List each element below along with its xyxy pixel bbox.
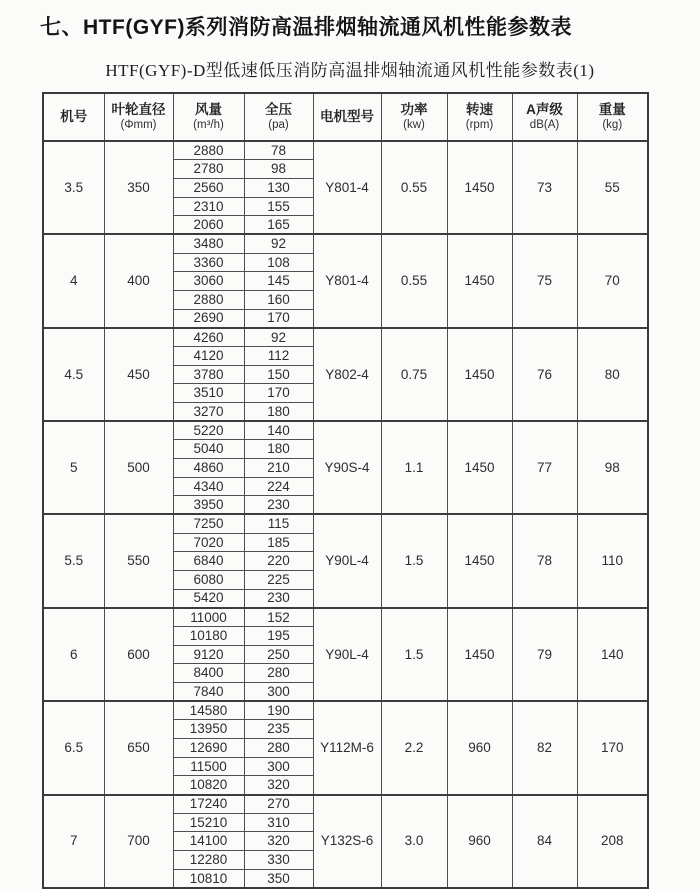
cell-total-pressure: 160 (244, 290, 313, 309)
cell-motor-model: Y112M-6 (313, 701, 381, 794)
cell-airflow: 13950 (173, 720, 244, 739)
cell-speed: 1450 (447, 608, 512, 701)
cell-airflow: 6840 (173, 552, 244, 571)
cell-weight: 208 (577, 795, 648, 888)
cell-total-pressure: 170 (244, 384, 313, 403)
table-row (43, 141, 648, 160)
cell-impeller-diameter: 650 (104, 701, 173, 794)
cell-total-pressure: 230 (244, 496, 313, 515)
cell-motor-model: Y132S-6 (313, 795, 381, 888)
column-header-label: 转速 (466, 102, 493, 118)
cell-airflow: 3060 (173, 272, 244, 291)
cell-motor-model: Y801-4 (313, 234, 381, 327)
cell-airflow: 3480 (173, 234, 244, 253)
cell-impeller-diameter: 700 (104, 795, 173, 888)
column-header-label: 机号 (60, 109, 88, 125)
cell-total-pressure: 235 (244, 720, 313, 739)
cell-fan-model: 7 (43, 795, 104, 888)
cell-total-pressure: 320 (244, 832, 313, 851)
cell-total-pressure: 270 (244, 795, 313, 814)
table-row (43, 328, 648, 347)
cell-total-pressure: 140 (244, 421, 313, 440)
performance-table (42, 92, 649, 889)
cell-total-pressure: 225 (244, 570, 313, 589)
cell-power: 1.1 (381, 421, 447, 514)
cell-power: 2.2 (381, 701, 447, 794)
cell-airflow: 2880 (173, 290, 244, 309)
cell-airflow: 3780 (173, 365, 244, 384)
cell-airflow: 14580 (173, 701, 244, 720)
cell-total-pressure: 300 (244, 757, 313, 776)
cell-total-pressure: 310 (244, 813, 313, 832)
table-header (43, 93, 648, 141)
cell-airflow: 3360 (173, 253, 244, 272)
column-header-unit: (kw) (403, 118, 425, 131)
column-header-label: 叶轮直径 (111, 102, 166, 118)
column-header-total-pressure (244, 93, 313, 141)
cell-total-pressure: 115 (244, 514, 313, 533)
table-row (43, 795, 648, 814)
cell-total-pressure: 180 (244, 440, 313, 459)
column-header-unit: (Φmm) (120, 118, 157, 131)
cell-total-pressure: 185 (244, 533, 313, 552)
column-header-weight (577, 93, 648, 141)
cell-airflow: 4860 (173, 458, 244, 477)
cell-airflow: 2690 (173, 309, 244, 328)
cell-total-pressure: 230 (244, 589, 313, 608)
cell-fan-model: 3.5 (43, 141, 104, 234)
cell-noise-level: 78 (512, 514, 577, 607)
cell-noise-level: 79 (512, 608, 577, 701)
table-row (43, 514, 648, 533)
column-header-motor-model (313, 93, 381, 141)
table-row (43, 234, 648, 253)
cell-total-pressure: 180 (244, 402, 313, 421)
cell-total-pressure: 145 (244, 272, 313, 291)
cell-impeller-diameter: 450 (104, 328, 173, 421)
cell-total-pressure: 250 (244, 645, 313, 664)
cell-airflow: 7840 (173, 682, 244, 701)
cell-total-pressure: 195 (244, 626, 313, 645)
table-row (43, 701, 648, 720)
cell-airflow: 2880 (173, 141, 244, 160)
cell-weight: 110 (577, 514, 648, 607)
cell-motor-model: Y802-4 (313, 328, 381, 421)
cell-noise-level: 75 (512, 234, 577, 327)
cell-airflow: 4260 (173, 328, 244, 347)
cell-motor-model: Y90L-4 (313, 514, 381, 607)
column-header-impeller-diameter (104, 93, 173, 141)
cell-motor-model: Y90S-4 (313, 421, 381, 514)
cell-total-pressure: 350 (244, 869, 313, 888)
column-header-unit: (pa) (268, 118, 289, 131)
cell-fan-model: 6.5 (43, 701, 104, 794)
cell-total-pressure: 300 (244, 682, 313, 701)
cell-weight: 170 (577, 701, 648, 794)
cell-weight: 70 (577, 234, 648, 327)
column-header-unit: dB(A) (529, 118, 560, 131)
cell-airflow: 12280 (173, 851, 244, 870)
cell-airflow: 7250 (173, 514, 244, 533)
cell-total-pressure: 112 (244, 346, 313, 365)
cell-weight: 55 (577, 141, 648, 234)
cell-airflow: 7020 (173, 533, 244, 552)
column-header-label: 电机型号 (320, 109, 374, 125)
cell-airflow: 12690 (173, 739, 244, 758)
cell-total-pressure: 98 (244, 160, 313, 179)
cell-power: 0.55 (381, 234, 447, 327)
cell-total-pressure: 170 (244, 309, 313, 328)
column-header-airflow (173, 93, 244, 141)
cell-total-pressure: 92 (244, 328, 313, 347)
column-header-power (381, 93, 447, 141)
cell-weight: 140 (577, 608, 648, 701)
cell-total-pressure: 224 (244, 477, 313, 496)
cell-speed: 960 (447, 701, 512, 794)
cell-speed: 960 (447, 795, 512, 888)
cell-airflow: 2310 (173, 197, 244, 216)
cell-speed: 1450 (447, 141, 512, 234)
header-row (43, 93, 648, 141)
table-row (43, 421, 648, 440)
cell-airflow: 4120 (173, 346, 244, 365)
cell-fan-model: 6 (43, 608, 104, 701)
cell-airflow: 3950 (173, 496, 244, 515)
table-body (43, 141, 648, 888)
cell-total-pressure: 155 (244, 197, 313, 216)
column-header-speed (447, 93, 512, 141)
cell-total-pressure: 210 (244, 458, 313, 477)
cell-total-pressure: 330 (244, 851, 313, 870)
column-header-fan-model (43, 93, 104, 141)
cell-noise-level: 73 (512, 141, 577, 234)
cell-total-pressure: 280 (244, 664, 313, 683)
cell-speed: 1450 (447, 234, 512, 327)
cell-motor-model: Y90L-4 (313, 608, 381, 701)
cell-airflow: 6080 (173, 570, 244, 589)
cell-airflow: 11000 (173, 608, 244, 627)
cell-impeller-diameter: 400 (104, 234, 173, 327)
cell-power: 3.0 (381, 795, 447, 888)
cell-total-pressure: 78 (244, 141, 313, 160)
cell-speed: 1450 (447, 514, 512, 607)
column-header-label: A声级 (526, 102, 563, 118)
cell-airflow: 2060 (173, 216, 244, 235)
page-title: 七、HTF(GYF)系列消防高温排烟轴流通风机性能参数表 (40, 16, 572, 39)
cell-total-pressure: 320 (244, 776, 313, 795)
cell-power: 0.75 (381, 328, 447, 421)
cell-airflow: 2560 (173, 178, 244, 197)
cell-airflow: 15210 (173, 813, 244, 832)
cell-total-pressure: 280 (244, 739, 313, 758)
cell-fan-model: 4 (43, 234, 104, 327)
cell-fan-model: 5.5 (43, 514, 104, 607)
cell-noise-level: 82 (512, 701, 577, 794)
table-subtitle: HTF(GYF)-D型低速低压消防高温排烟轴流通风机性能参数表(1) (105, 61, 595, 80)
cell-weight: 98 (577, 421, 648, 514)
cell-airflow: 10820 (173, 776, 244, 795)
cell-total-pressure: 165 (244, 216, 313, 235)
cell-airflow: 5040 (173, 440, 244, 459)
cell-airflow: 10810 (173, 869, 244, 888)
cell-airflow: 4340 (173, 477, 244, 496)
cell-total-pressure: 150 (244, 365, 313, 384)
cell-airflow: 8400 (173, 664, 244, 683)
cell-airflow: 2780 (173, 160, 244, 179)
cell-speed: 1450 (447, 421, 512, 514)
cell-total-pressure: 152 (244, 608, 313, 627)
cell-noise-level: 76 (512, 328, 577, 421)
cell-fan-model: 4.5 (43, 328, 104, 421)
cell-total-pressure: 130 (244, 178, 313, 197)
cell-airflow: 11500 (173, 757, 244, 776)
cell-airflow: 10180 (173, 626, 244, 645)
cell-total-pressure: 108 (244, 253, 313, 272)
cell-speed: 1450 (447, 328, 512, 421)
column-header-unit: (kg) (602, 118, 623, 131)
column-header-noise-level (512, 93, 577, 141)
column-header-label: 功率 (400, 102, 428, 118)
cell-airflow: 5420 (173, 589, 244, 608)
cell-airflow: 3270 (173, 402, 244, 421)
column-header-label: 全压 (265, 102, 292, 118)
cell-total-pressure: 92 (244, 234, 313, 253)
cell-airflow: 3510 (173, 384, 244, 403)
cell-power: 0.55 (381, 141, 447, 234)
cell-power: 1.5 (381, 608, 447, 701)
cell-fan-model: 5 (43, 421, 104, 514)
table-row (43, 608, 648, 627)
cell-impeller-diameter: 500 (104, 421, 173, 514)
cell-noise-level: 77 (512, 421, 577, 514)
column-header-label: 风量 (195, 102, 222, 118)
column-header-unit: (m³/h) (193, 118, 224, 131)
cell-total-pressure: 220 (244, 552, 313, 571)
cell-airflow: 9120 (173, 645, 244, 664)
column-header-label: 重量 (598, 102, 626, 118)
cell-impeller-diameter: 600 (104, 608, 173, 701)
column-header-unit: (rpm) (465, 118, 494, 131)
cell-airflow: 5220 (173, 421, 244, 440)
cell-noise-level: 84 (512, 795, 577, 888)
cell-airflow: 14100 (173, 832, 244, 851)
cell-impeller-diameter: 550 (104, 514, 173, 607)
cell-impeller-diameter: 350 (104, 141, 173, 234)
cell-airflow: 17240 (173, 795, 244, 814)
cell-power: 1.5 (381, 514, 447, 607)
cell-motor-model: Y801-4 (313, 141, 381, 234)
cell-total-pressure: 190 (244, 701, 313, 720)
cell-weight: 80 (577, 328, 648, 421)
